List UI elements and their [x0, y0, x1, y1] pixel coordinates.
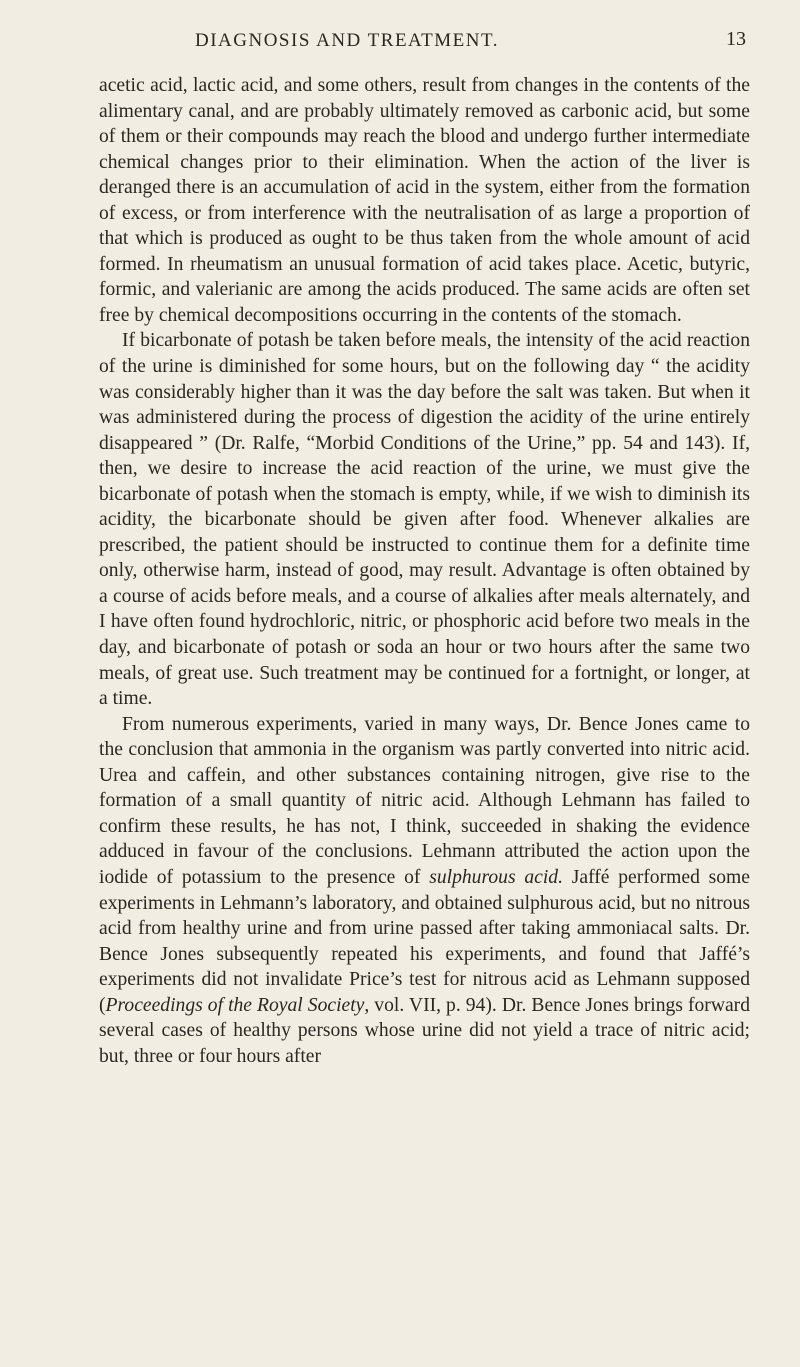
body-text — [99, 73, 750, 1069]
running-head — [100, 30, 750, 60]
paragraph-continued: acetic acid, lactic acid, and some others, result from changes in the contents of the alimentary canal, and are probably ultimately removed as carbonic acid, but some of them or their compounds may reach the blood and undergo further intermediate chemical changes prior to their elimination. When the action of the liver is deranged there is an accumulation of acid in the system, either from the formation of excess, or from interference with the neutralisation of as large a proportion of that which is produced as ought to be thus taken from the whole amount of acid formed. In rheumatism an unusual formation of acid takes place. Acetic, butyric, formic, and valerianic are among the acids produced. The same acids are often set free by chemical decompositions occurring in the contents of the stomach. — [99, 75, 750, 326]
page-number: 13 — [726, 28, 746, 50]
italic-term: sulphurous acid. — [429, 866, 563, 888]
paragraph-text: , vol. VII, p. 94). Dr. Bence Jones brings forward several cases of healthy persons whose urine did not yield a trace of nitric acid; but, three or four hours after — [99, 994, 750, 1067]
paragraph-nitric-acid — [99, 712, 750, 1070]
running-title: DIAGNOSIS AND TREATMENT. — [195, 30, 499, 51]
paragraph-text: Jaffé performed some experiments in Lehmann’s laboratory, and obtained sulphurous acid, but no nitrous acid from healthy urine and from urine passed after taking ammoniacal salts. Dr. Bence Jones subsequently repeated his experiments, and found that Jaffé’s experiments did not invalidate Price’s test for nitrous acid as Lehmann supposed ( — [99, 866, 750, 1016]
paragraph-bicarbonate: If bicarbonate of potash be taken before meals, the intensity of the acid reaction of the urine is diminished for some hours, but on the following day “ the acidity was considerably higher than it was the day before the salt was taken. But when it was administered during the process of digestion the acidity of the urine entirely disappeared ” (Dr. Ralfe, “Morbid Conditions of the Urine,” pp. 54 and 143). If, then, we desire to increase the acid reaction of the urine, we must give the bicarbonate of potash when the stomach is empty, while, if we wish to diminish its acidity, the bicarbonate should be given after food. Whenever alkalies are prescribed, the patient should be instructed to continue them for a definite time only, otherwise harm, instead of good, may result. Advantage is often obtained by a course of acids before meals, and a course of alkalies after meals alternately, and I have often found hydrochloric, nitric, or phosphoric acid before two meals in the day, and bicarbonate of potash or soda an hour or two hours after the same two meals, of great use. Such treatment may be continued for a fortnight, or longer, at a time. — [99, 330, 750, 710]
citation-title: Proceedings of the Royal Society — [105, 994, 365, 1016]
paragraph-text: From numerous experiments, varied in many ways, Dr. Bence Jones came to the conclusion that ammonia in the organism was partly converted into nitric acid. Urea and caffein, and other substances containing nitrogen, give rise to the formation of a small quantity of nitric acid. Although Lehmann has failed to confirm these results, he has not, I think, succeeded in shaking the evidence adduced in favour of the conclusions. Lehmann attributed the action upon the iodide of potassium to the presence of — [99, 713, 750, 888]
